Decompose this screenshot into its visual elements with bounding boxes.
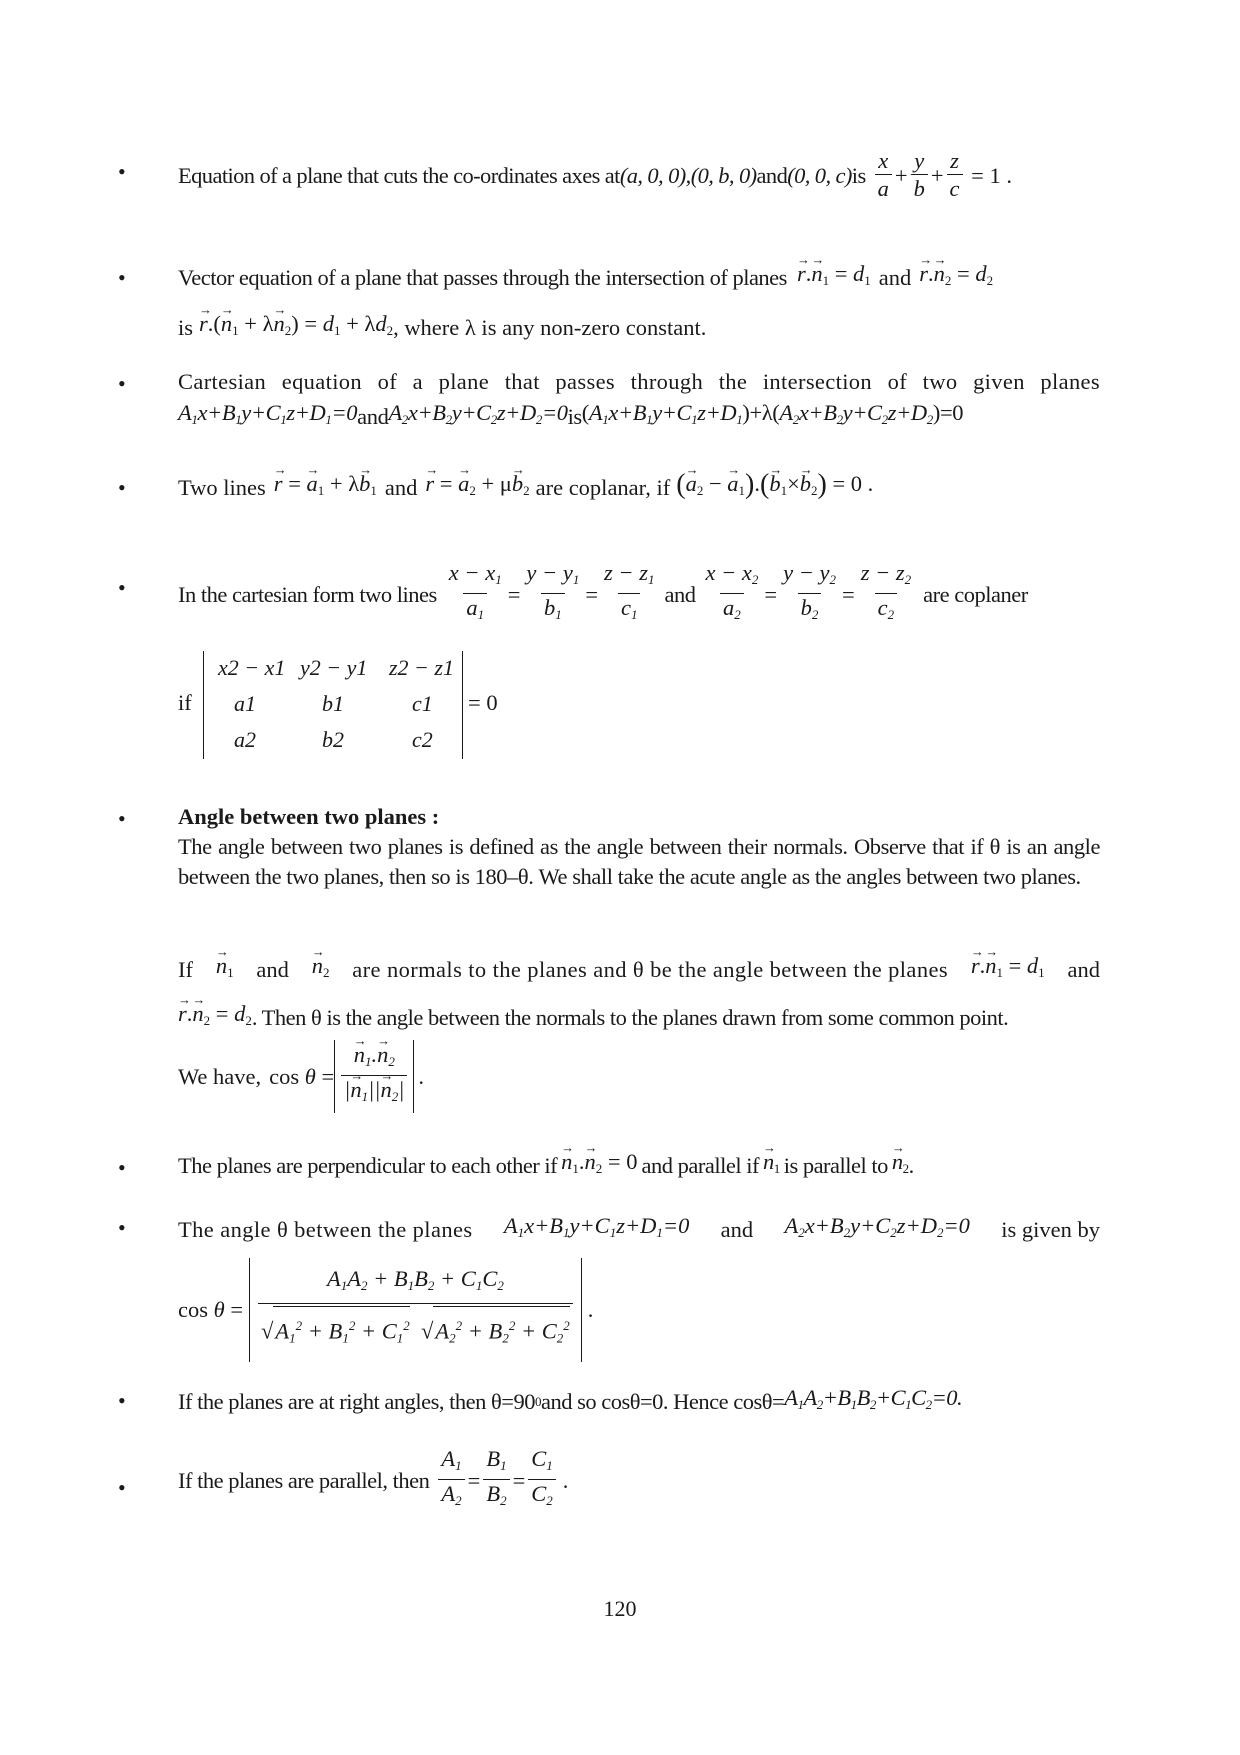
item-text: is [178, 314, 194, 340]
list-item-coplanar-cartesian [178, 560, 1100, 629]
item-text: Vector equation of a plane that passes through the intersection of planes [178, 264, 787, 290]
degree-sign: 0 [534, 1393, 541, 1409]
line2-equation: → r = → $a_2 + \mu\to b_2$ [425, 468, 529, 506]
item-text: and so cosθ=0. Hence cosθ= [540, 1388, 785, 1414]
cos-theta-formula: → $\frac{n_1.\to n_2}{|\to n_1||\to n_2|}$ [334, 1040, 414, 1113]
point-b: (0, b, 0) [690, 163, 757, 188]
bullet: • [118, 1388, 126, 1413]
det-cell: b2 [322, 727, 344, 752]
list-item-coplanar-vector [178, 468, 1100, 506]
list-item-vector-plane-intersection [178, 258, 1100, 346]
sentence-end: . [908, 1152, 914, 1178]
line1-cartesian: $\frac{x - x_1}{a_1}$ = $\frac{y - y_1}{b_1}$ = $\frac{z - z_1}{c_1}$ [443, 560, 661, 629]
plane1-equation: $A_1x+B_1y+C_1z+D_1=0$ [503, 1213, 690, 1240]
det-if-label: if [178, 690, 192, 715]
combined-equation: → $r.(\to n_1 + \lambda\to n_2) = d_1 + \lambda d_2$ [199, 308, 393, 346]
section-heading: Angle between two planes : [178, 804, 440, 829]
list-item-angle-cartesian [178, 1210, 1100, 1248]
formula-end: . [418, 1064, 425, 1089]
item-text: If the planes are at right angles, then θ=90 [178, 1388, 535, 1414]
item-text: and [384, 474, 418, 500]
item-text: are normals to the planes and θ be the angle between the planes [352, 956, 949, 982]
det-cell: a2 [234, 727, 256, 752]
det-cell: c2 [412, 727, 433, 752]
item-text: If [178, 956, 193, 982]
item-text: and [756, 163, 788, 188]
formula-end: . [587, 1297, 594, 1323]
item-text: We have, [178, 1064, 262, 1089]
item-text: Equation of a plane that cuts the co-ordinates axes at [178, 163, 620, 188]
item-text: and parallel if [641, 1152, 759, 1178]
coplanar-condition: (→ $a_2$ − → $a_1).(\to b_1\times\to b_2) = 0$ . [676, 468, 873, 506]
item-text: are coplanar, if [535, 474, 671, 500]
perpendicular-condition: → $n_1.\to n_2 = 0$ [561, 1146, 637, 1184]
item-text: , [685, 163, 691, 188]
det-equals: = 0 [468, 690, 498, 715]
page-number: 120 [603, 1596, 637, 1621]
item-text: and [878, 264, 912, 290]
item-text: and [1067, 956, 1100, 982]
bullet: • [118, 159, 126, 184]
item-text: are coplaner [923, 582, 1028, 607]
item-text: In the cartesian form two lines [178, 582, 437, 607]
list-item-right-angles [178, 1382, 1100, 1420]
cartesian-combined-equation: $(A_1x+B_1y+C_1z+D_1)+\lambda(A_2x+B_2y+C_2z+D_2)=0$ [581, 400, 964, 427]
item-text: is given by [1001, 1216, 1100, 1242]
item-text: is [851, 163, 866, 188]
cos-theta-vector: We have, cos θ = → $\frac{n_1.\to n_2}{|\to n_1||\to n_2|}$ . [178, 1040, 1100, 1113]
plane2-equation: $A_2x+B_2y+C_2z+D_2=0$ [784, 1213, 970, 1240]
item-text: . Then θ is the angle between the normals to the planes drawn from some common point. [251, 1004, 1009, 1030]
normal-n2: → $n_2$ [892, 1146, 909, 1184]
plane2-equation: $A_2x+B_2y+C_2z+D_2=0$ [388, 400, 568, 427]
det-cell: z2 − z1 [389, 655, 454, 680]
item-text: Two lines [178, 474, 266, 500]
det-cell: a1 [234, 691, 256, 716]
list-item-angle-between-planes [178, 802, 1100, 892]
bullet: • [118, 371, 126, 396]
item-text: is parallel to [783, 1152, 888, 1178]
cos-theta-cartesian-formula: $\frac{A_1A_2 + B_1B_2 + C_1C_2}{√A_1^2 + B_1^2 + C_1^2 √A_2^2 + B_2^2 + C_2^2}$ [249, 1258, 582, 1362]
plane2-equation: → $r.\to n_2 = d_2$ [178, 998, 252, 1036]
det-cell: b1 [322, 691, 344, 716]
normal-n1: → $n_1$ [763, 1146, 780, 1184]
coplanar-determinant [203, 651, 463, 759]
formula-end: . [562, 1468, 568, 1493]
item-text: , where λ is any non-zero constant. [393, 314, 707, 340]
item-text: and [720, 1216, 754, 1242]
point-a: (a, 0, 0) [619, 163, 686, 188]
item-text: If the planes are parallel, then [178, 1468, 430, 1493]
normals-paragraph [178, 950, 1100, 1036]
bullet: • [118, 265, 126, 290]
list-item-plane-intercept [178, 148, 1100, 203]
parallel-formula: $\frac{A_1}{A_2}$ = $\frac{B_1}{B_2}$ = $\frac{C_1}{C_2}$ [435, 1446, 558, 1515]
line1-equation: → r = → $a_1 + \lambda\to b_1$ [274, 468, 377, 506]
angle-paragraph: The angle between two planes is defined as the angle between their normals. Observe that if θ is an angle between the two planes, then so is 180–θ. We shall take the acute angle as the angles between two planes. [178, 834, 1100, 889]
det-cell: c1 [412, 691, 433, 716]
plane1-equation: $A_1x+B_1y+C_1z+D_1=0$ [178, 400, 358, 427]
normal-n1: → $n_1$ [216, 950, 234, 988]
item-text: The planes are perpendicular to each other if [178, 1152, 558, 1178]
list-item-perpendicular-parallel [178, 1146, 1100, 1184]
normal-n2: → $n_2$ [312, 950, 330, 988]
line2-cartesian: $\frac{x - x_2}{a_2}$ = $\frac{y - y_2}{b_2}$ = $\frac{z - z_2}{c_2}$ [699, 560, 917, 629]
cos-theta-cartesian: cos θ = $\frac{A_1A_2 + B_1B_2 + C_1C_2}{√A_1^2 + B_1^2 + C_1^2 √A_2^2 + B_2^2 + C_2^2}$ . [178, 1258, 1100, 1362]
item-text: and [664, 582, 696, 607]
bullet: • [118, 1475, 126, 1500]
bullet: • [118, 575, 126, 600]
plane1-equation: → $r.\to n_1 = d_1$ [971, 950, 1045, 988]
list-item-cartesian-plane-intersection [178, 366, 1100, 435]
item-text: Cartesian equation of a plane that passes through the intersection of two given planes [178, 369, 1100, 394]
intercept-equation: $\frac{x}{a}$ + $\frac{y}{b}$ + $\frac{z}{c}$ = 1 . [872, 148, 1012, 203]
bullet: • [118, 475, 126, 500]
bullet: • [118, 1215, 126, 1240]
item-text: and [256, 956, 289, 982]
item-text: and [357, 403, 389, 429]
list-item-parallel-planes [178, 1446, 1100, 1515]
plane2-equation: → $r.\to n_2 = d_2$ [919, 258, 993, 296]
det-cell: y2 − y1 [300, 655, 368, 680]
det-cell: x2 − x1 [218, 655, 286, 680]
plane1-equation: → $r.\to n_1 = d_1$ [797, 258, 871, 296]
bullet: • [118, 806, 126, 831]
point-c: (0, 0, c) [787, 163, 852, 188]
right-angle-formula: $A_1A_2+B_1B_2+C_1C_2=0$. [784, 1385, 963, 1412]
item-text: is [567, 403, 582, 429]
bullet: • [118, 1155, 126, 1180]
item-text: The angle θ between the planes [178, 1216, 473, 1242]
